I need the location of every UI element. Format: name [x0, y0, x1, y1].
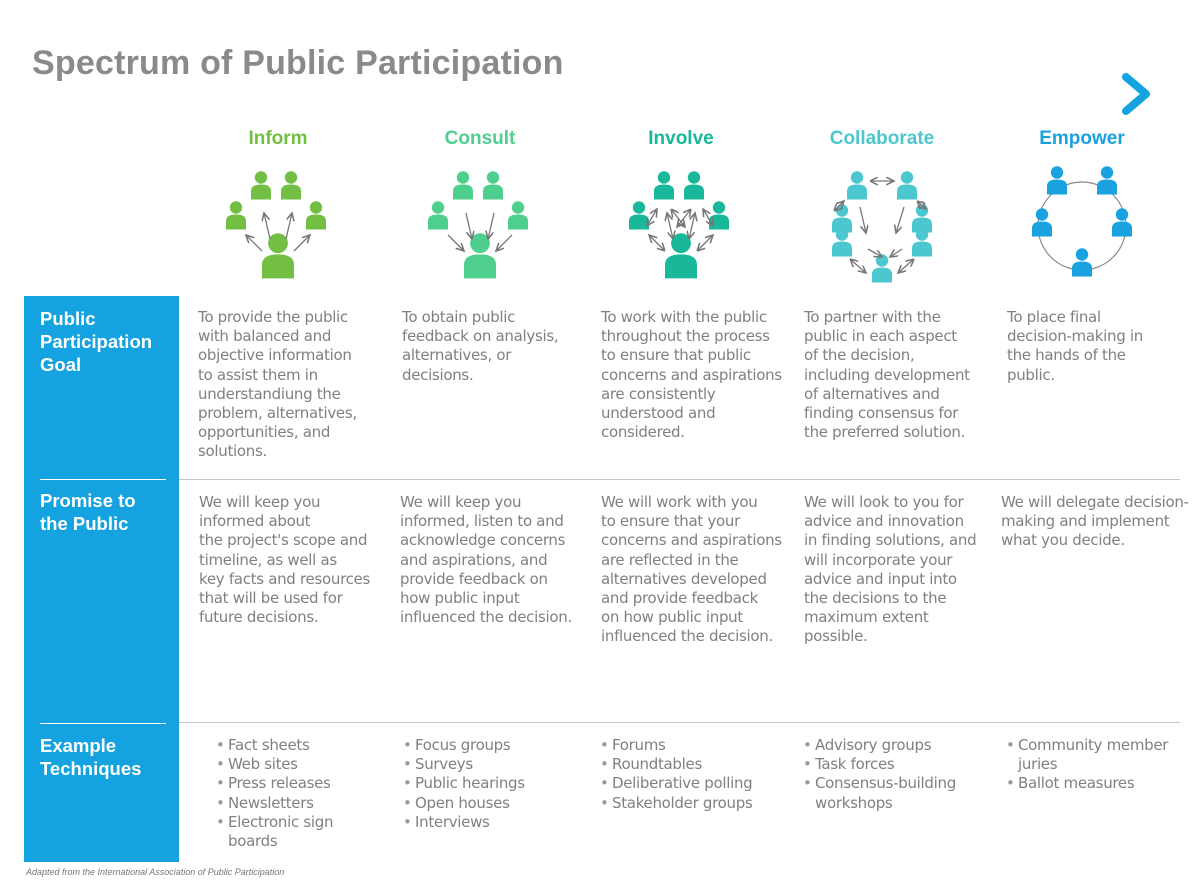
people-two-way-arrows-icon [621, 163, 741, 293]
cell-line: decision-making in [1007, 327, 1143, 346]
source-credit: Adapted from the International Association of Public Participation [26, 867, 285, 877]
cell-line: future decisions. [199, 608, 319, 627]
technique-item [802, 736, 956, 755]
technique-line: boards [228, 832, 278, 851]
cell-line: the project's scope and [199, 531, 368, 550]
cell-line: on how public input [601, 608, 743, 627]
cell-line: public in each aspect [804, 327, 957, 346]
promise-cell-involve [601, 493, 782, 647]
technique-line: • Ballot measures [1018, 774, 1135, 793]
cell-line: will incorporate your [804, 550, 953, 569]
cell-line: We will look to you for [804, 493, 964, 511]
cell-line: of the decision, [804, 346, 915, 365]
cell-line: objective information [198, 346, 352, 365]
cell-line: informed about [199, 512, 311, 531]
technique-line: • Roundtables [612, 755, 702, 774]
row-label-line: Participation [40, 331, 153, 352]
cell-line: To provide the public [198, 308, 348, 326]
row-divider [179, 722, 1180, 723]
cell-line: We will keep you [199, 493, 321, 511]
cell-line: provide feedback on [400, 569, 548, 588]
technique-line: • Press releases [228, 774, 331, 793]
cell-line: in finding solutions, and [804, 531, 977, 550]
technique-item [215, 755, 333, 774]
technique-item [599, 736, 753, 755]
cell-line: understandiung the [198, 384, 341, 403]
sidebar-divider [40, 479, 166, 480]
technique-line: • Consensus-building [815, 774, 956, 793]
cell-line: concerns and aspirations [601, 365, 782, 384]
people-feedback-arrows-icon [420, 163, 540, 293]
cell-line: We will keep you [400, 493, 522, 511]
cell-line: To work with the public [601, 308, 767, 326]
page-title: Spectrum of Public Participation [32, 44, 564, 82]
cell-line: how public input [400, 589, 520, 608]
technique-line: • Forums [612, 736, 666, 754]
techniques-cell-consult [402, 736, 525, 832]
cell-line: the decisions to the [804, 589, 947, 608]
people-circle-icon [1022, 163, 1142, 293]
row-label-line: Public [40, 308, 96, 329]
cell-line: of alternatives and [804, 384, 940, 403]
cell-line: to assist them in [198, 365, 318, 384]
cell-line: concerns and aspirations [601, 531, 782, 550]
cell-line: opportunities, and [198, 423, 331, 442]
cell-line: key facts and resources [199, 569, 370, 588]
cell-line: solutions. [198, 442, 267, 461]
cell-line: throughout the process [601, 327, 770, 346]
technique-list [1005, 736, 1168, 794]
technique-item [215, 794, 333, 813]
technique-line: • Community member [1018, 736, 1169, 754]
technique-line: • Task forces [815, 755, 895, 774]
cell-line: informed, listen to and [400, 512, 564, 531]
cell-line: the hands of the [1007, 346, 1126, 365]
column-header-consult: Consult [444, 128, 516, 149]
cell-line: advice and input into [804, 569, 957, 588]
promise-cell-consult [400, 493, 572, 627]
people-one-way-arrows-icon [218, 163, 338, 293]
cell-line: understood and [601, 404, 716, 423]
technique-line: • Fact sheets [228, 736, 310, 754]
cell-line: feedback on analysis, [402, 327, 559, 346]
cell-line: that will be used for [199, 589, 343, 608]
technique-item [402, 794, 525, 813]
technique-line: • Interviews [415, 812, 490, 831]
technique-item [1005, 774, 1168, 793]
technique-list [402, 736, 525, 832]
cell-line: possible. [804, 627, 868, 646]
column-header-inform: Inform [248, 128, 308, 149]
cell-line: advice and innovation [804, 512, 964, 531]
cell-line: We will work with you [601, 493, 758, 511]
promise-cell-empower [1001, 493, 1189, 551]
sidebar-divider [40, 723, 166, 724]
column-header-involve: Involve [648, 128, 714, 149]
technique-line: • Advisory groups [815, 736, 932, 754]
cell-line: finding consensus for [804, 404, 959, 423]
techniques-cell-collaborate [802, 736, 956, 813]
technique-item [402, 755, 525, 774]
cell-line: public. [1007, 365, 1055, 384]
technique-item [402, 774, 525, 793]
cell-line: influenced the decision. [601, 627, 773, 646]
goal-cell-collaborate [804, 308, 970, 442]
technique-line: • Focus groups [415, 736, 511, 754]
technique-line: • Deliberative polling [612, 774, 753, 793]
row-label-goal [40, 307, 152, 376]
technique-item [215, 774, 333, 793]
cell-line: decisions. [402, 365, 474, 384]
cell-line: to ensure that your [601, 512, 740, 531]
cell-line: problem, alternatives, [198, 404, 357, 423]
technique-line: • Web sites [228, 755, 298, 774]
row-label-line: Example [40, 735, 117, 756]
technique-item [402, 813, 525, 832]
cell-line: are reflected in the [601, 550, 739, 569]
row-label-techniques [40, 734, 141, 780]
technique-item [402, 736, 525, 755]
cell-line: the preferred solution. [804, 423, 966, 442]
row-label-line: Goal [40, 354, 82, 375]
cell-line: To place final [1007, 308, 1101, 326]
row-label-line: the Public [40, 513, 129, 534]
goal-cell-inform [198, 308, 357, 462]
row-label-line: Techniques [40, 758, 142, 779]
goal-cell-empower [1007, 308, 1143, 385]
promise-cell-collaborate [804, 493, 976, 647]
cell-line: maximum extent [804, 608, 929, 627]
technique-item [1005, 736, 1168, 774]
techniques-cell-empower [1005, 736, 1168, 794]
technique-item [599, 794, 753, 813]
technique-line: • Open houses [415, 793, 510, 812]
technique-item [802, 774, 956, 812]
goal-cell-involve [601, 308, 782, 442]
people-network-arrows-icon [822, 163, 942, 293]
technique-item [599, 774, 753, 793]
technique-item [802, 755, 956, 774]
cell-line: To partner with the [804, 308, 941, 326]
techniques-cell-involve [599, 736, 753, 813]
cell-line: making and implement [1001, 512, 1170, 531]
technique-line: • Surveys [415, 755, 473, 774]
technique-item [215, 813, 333, 851]
technique-line: workshops [815, 793, 893, 812]
techniques-cell-inform [215, 736, 333, 851]
row-divider [179, 479, 1180, 480]
technique-list [599, 736, 753, 813]
spectrum-arrow [26, 70, 1156, 118]
cell-line: what you decide. [1001, 531, 1125, 550]
column-header-collaborate: Collaborate [829, 128, 935, 149]
technique-list [215, 736, 333, 851]
technique-item [215, 736, 333, 755]
technique-line: • Public hearings [415, 774, 525, 793]
cell-line: are consistently [601, 384, 716, 403]
technique-item [599, 755, 753, 774]
row-label-line: Promise to [40, 490, 136, 511]
technique-list [802, 736, 956, 813]
cell-line: timeline, as well as [199, 550, 337, 569]
cell-line: We will delegate decision- [1001, 493, 1189, 511]
row-label-promise [40, 489, 136, 535]
cell-line: acknowledge concerns [400, 531, 566, 550]
cell-line: alternatives developed [601, 569, 767, 588]
column-header-empower: Empower [1039, 128, 1125, 149]
technique-line: • Newsletters [228, 793, 314, 812]
cell-line: and provide feedback [601, 589, 758, 608]
cell-line: to ensure that public [601, 346, 751, 365]
goal-cell-consult [402, 308, 558, 385]
cell-line: To obtain public [402, 308, 516, 326]
cell-line: with balanced and [198, 327, 332, 346]
cell-line: and aspirations, and [400, 550, 548, 569]
cell-line: including development [804, 365, 970, 384]
technique-line: • Electronic sign [228, 812, 334, 831]
technique-line: juries [1018, 755, 1058, 774]
cell-line: considered. [601, 423, 685, 442]
cell-line: alternatives, or [402, 346, 512, 365]
technique-line: • Stakeholder groups [612, 793, 753, 812]
promise-cell-inform [199, 493, 370, 627]
cell-line: influenced the decision. [400, 608, 572, 627]
